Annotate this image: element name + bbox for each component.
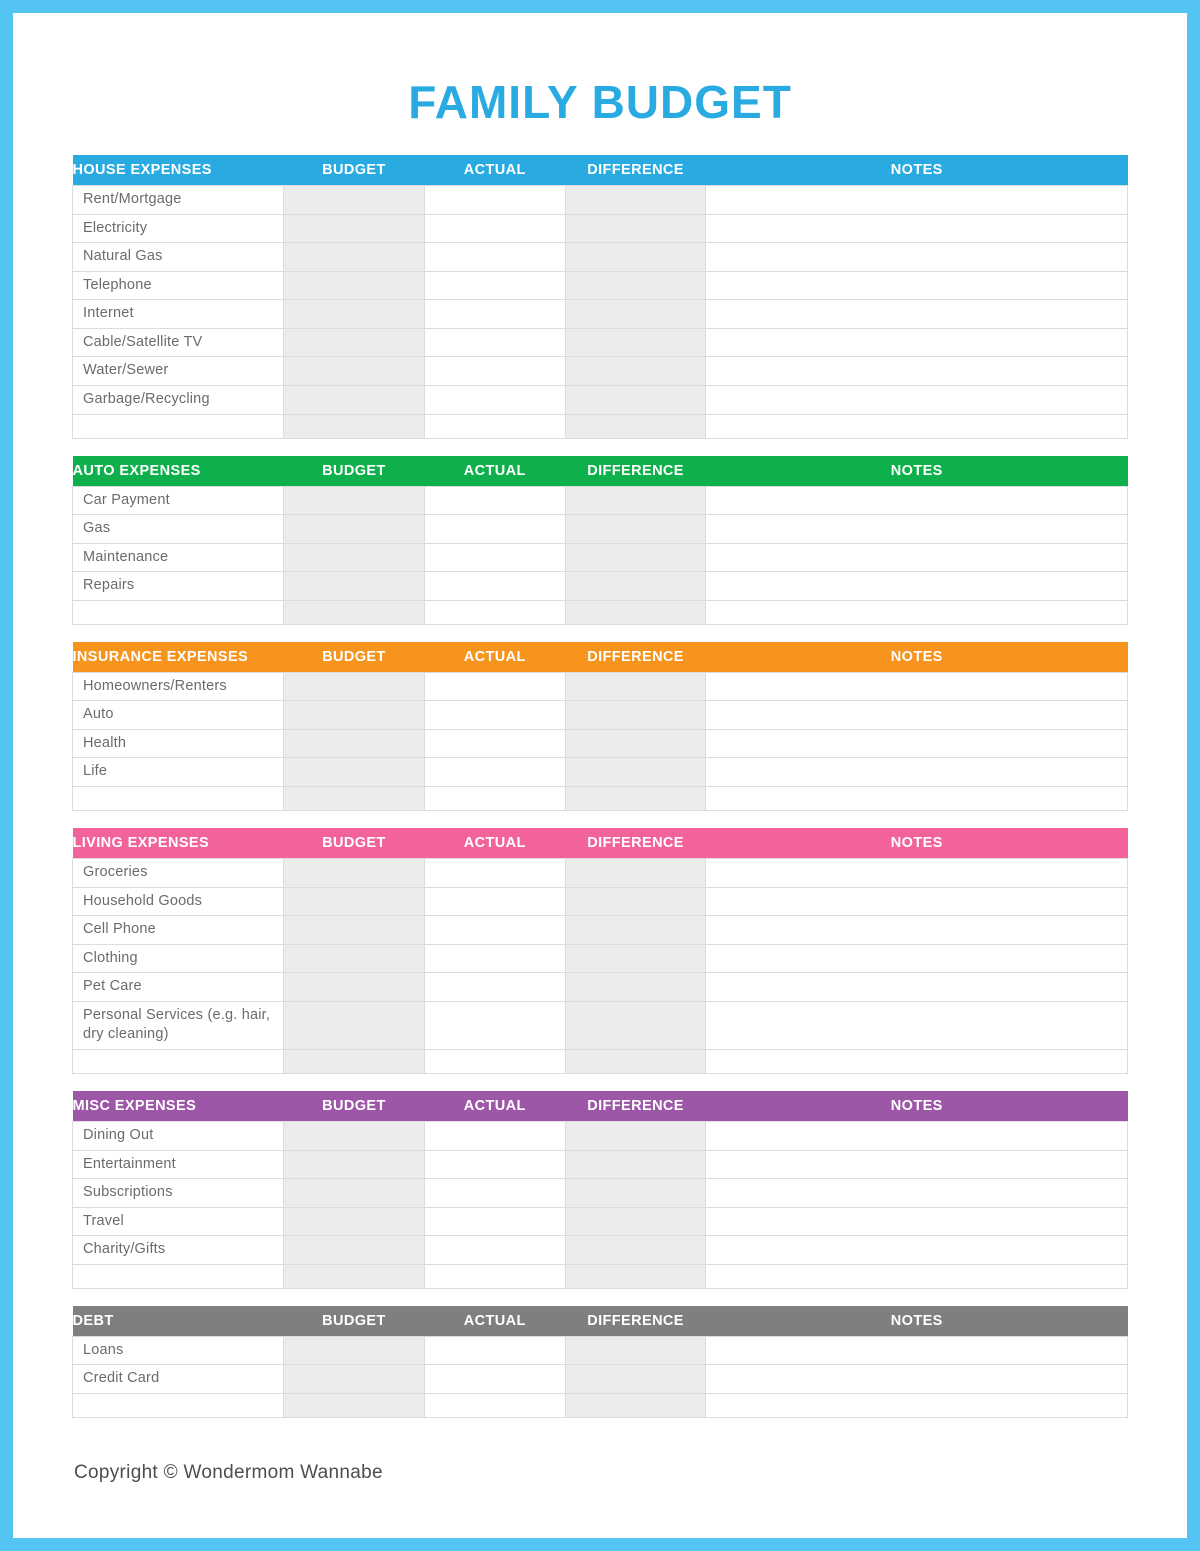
expense-label-cell: Groceries xyxy=(73,859,284,888)
actual-cell xyxy=(424,973,565,1002)
column-header-notes: NOTES xyxy=(890,648,943,665)
section-body xyxy=(73,859,1128,1074)
notes-cell xyxy=(706,1336,1128,1365)
budget-cell xyxy=(284,543,425,572)
notes-cell xyxy=(706,328,1128,357)
expense-label-cell: Pet Care xyxy=(73,973,284,1002)
budget-section-house-expenses xyxy=(72,155,1128,439)
budget-cell xyxy=(284,672,425,701)
expense-label-cell: Repairs xyxy=(73,572,284,601)
notes-cell xyxy=(706,672,1128,701)
expense-label-cell xyxy=(73,1264,284,1288)
section-body xyxy=(73,672,1128,810)
actual-cell xyxy=(424,1393,565,1417)
budget-cell xyxy=(284,787,425,811)
table-row-empty xyxy=(73,787,1128,811)
notes-cell xyxy=(706,515,1128,544)
notes-cell xyxy=(706,1365,1128,1394)
notes-cell xyxy=(706,1393,1128,1417)
table-row xyxy=(73,271,1128,300)
section-body xyxy=(73,1121,1128,1288)
notes-cell xyxy=(706,357,1128,386)
notes-cell xyxy=(706,944,1128,973)
notes-cell xyxy=(706,1207,1128,1236)
expense-label-cell: Gas xyxy=(73,515,284,544)
difference-cell xyxy=(565,859,706,888)
notes-cell xyxy=(706,214,1128,243)
actual-cell xyxy=(424,1264,565,1288)
expense-label-cell xyxy=(73,600,284,624)
table-row xyxy=(73,729,1128,758)
budget-section-living-expenses xyxy=(72,828,1128,1074)
difference-cell xyxy=(565,787,706,811)
budget-section-auto-expenses xyxy=(72,456,1128,625)
table-row xyxy=(73,1365,1128,1394)
column-header-budget: BUDGET xyxy=(322,462,386,479)
difference-cell xyxy=(565,1179,706,1208)
section-header-row xyxy=(73,828,1128,859)
budget-cell xyxy=(284,300,425,329)
budget-cell xyxy=(284,916,425,945)
column-header-difference: DIFFERENCE xyxy=(587,648,684,665)
expense-label-cell xyxy=(73,787,284,811)
budget-cell xyxy=(284,1207,425,1236)
notes-cell xyxy=(706,385,1128,414)
expense-label-cell: Cell Phone xyxy=(73,916,284,945)
budget-cell xyxy=(284,1365,425,1394)
difference-cell xyxy=(565,887,706,916)
budget-cell xyxy=(284,1393,425,1417)
budget-cell xyxy=(284,944,425,973)
section-body xyxy=(73,186,1128,439)
expense-label-cell: Charity/Gifts xyxy=(73,1236,284,1265)
notes-cell xyxy=(706,271,1128,300)
column-header-actual: ACTUAL xyxy=(463,1312,526,1329)
table-row xyxy=(73,701,1128,730)
difference-cell xyxy=(565,543,706,572)
notes-cell xyxy=(706,486,1128,515)
difference-cell xyxy=(565,1393,706,1417)
expense-label-cell xyxy=(73,1049,284,1073)
actual-cell xyxy=(424,887,565,916)
budget-cell xyxy=(284,515,425,544)
budget-cell xyxy=(284,1179,425,1208)
column-header-actual: ACTUAL xyxy=(463,462,526,479)
difference-cell xyxy=(565,916,706,945)
budget-cell xyxy=(284,328,425,357)
expense-label-cell: Loans xyxy=(73,1336,284,1365)
budget-section-insurance-expenses xyxy=(72,642,1128,811)
actual-cell xyxy=(424,486,565,515)
table-row xyxy=(73,572,1128,601)
column-header-notes: NOTES xyxy=(890,1097,943,1114)
notes-cell xyxy=(706,1264,1128,1288)
section-title: LIVING EXPENSES xyxy=(72,835,210,851)
section-body xyxy=(73,486,1128,624)
expense-label-cell: Clothing xyxy=(73,944,284,973)
expense-label-cell: Personal Services (e.g. hair, dry cleaning) xyxy=(73,1001,284,1049)
column-header-actual: ACTUAL xyxy=(463,835,526,851)
budget-cell xyxy=(284,186,425,215)
table-row xyxy=(73,1179,1128,1208)
notes-cell xyxy=(706,543,1128,572)
budget-cell xyxy=(284,486,425,515)
column-header-notes: NOTES xyxy=(890,462,943,479)
difference-cell xyxy=(565,271,706,300)
difference-cell xyxy=(565,701,706,730)
actual-cell xyxy=(424,1121,565,1150)
column-header-difference: DIFFERENCE xyxy=(587,835,684,851)
difference-cell xyxy=(565,214,706,243)
difference-cell xyxy=(565,672,706,701)
actual-cell xyxy=(424,515,565,544)
section-header-row xyxy=(73,155,1128,186)
actual-cell xyxy=(424,701,565,730)
difference-cell xyxy=(565,729,706,758)
actual-cell xyxy=(424,1236,565,1265)
budget-sections xyxy=(72,155,1128,1418)
difference-cell xyxy=(565,1207,706,1236)
copyright-text: Copyright © Wondermom Wannabe xyxy=(74,1461,383,1483)
section-title: HOUSE EXPENSES xyxy=(72,162,212,178)
difference-cell xyxy=(565,186,706,215)
difference-cell xyxy=(565,1336,706,1365)
table-row xyxy=(73,1001,1128,1049)
budget-section-misc-expenses xyxy=(72,1091,1128,1289)
column-header-budget: BUDGET xyxy=(322,648,386,665)
expense-label-cell: Dining Out xyxy=(73,1121,284,1150)
budget-section-debt xyxy=(72,1306,1128,1418)
budget-cell xyxy=(284,1264,425,1288)
expense-label-cell: Telephone xyxy=(73,271,284,300)
difference-cell xyxy=(565,973,706,1002)
budget-cell xyxy=(284,1236,425,1265)
expense-label-cell: Auto xyxy=(73,701,284,730)
actual-cell xyxy=(424,1365,565,1394)
expense-label-cell: Internet xyxy=(73,300,284,329)
notes-cell xyxy=(706,1236,1128,1265)
actual-cell xyxy=(424,414,565,438)
difference-cell xyxy=(565,328,706,357)
column-header-budget: BUDGET xyxy=(322,1312,386,1329)
table-row xyxy=(73,186,1128,215)
notes-cell xyxy=(706,414,1128,438)
actual-cell xyxy=(424,1150,565,1179)
table-row xyxy=(73,672,1128,701)
difference-cell xyxy=(565,1264,706,1288)
notes-cell xyxy=(706,787,1128,811)
actual-cell xyxy=(424,916,565,945)
actual-cell xyxy=(424,214,565,243)
difference-cell xyxy=(565,1150,706,1179)
section-header-row xyxy=(73,456,1128,487)
expense-label-cell: Electricity xyxy=(73,214,284,243)
expense-label-cell: Natural Gas xyxy=(73,243,284,272)
actual-cell xyxy=(424,243,565,272)
expense-label-cell: Rent/Mortgage xyxy=(73,186,284,215)
actual-cell xyxy=(424,859,565,888)
expense-label-cell: Water/Sewer xyxy=(73,357,284,386)
budget-cell xyxy=(284,271,425,300)
expense-label-cell: Maintenance xyxy=(73,543,284,572)
table-row xyxy=(73,1207,1128,1236)
difference-cell xyxy=(565,600,706,624)
table-row xyxy=(73,300,1128,329)
difference-cell xyxy=(565,1121,706,1150)
budget-cell xyxy=(284,243,425,272)
notes-cell xyxy=(706,758,1128,787)
table-row-empty xyxy=(73,600,1128,624)
table-row xyxy=(73,243,1128,272)
actual-cell xyxy=(424,729,565,758)
difference-cell xyxy=(565,1236,706,1265)
expense-label-cell: Car Payment xyxy=(73,486,284,515)
table-row xyxy=(73,916,1128,945)
column-header-actual: ACTUAL xyxy=(463,1097,526,1114)
difference-cell xyxy=(565,572,706,601)
notes-cell xyxy=(706,186,1128,215)
table-row xyxy=(73,1336,1128,1365)
expense-label-cell: Homeowners/Renters xyxy=(73,672,284,701)
difference-cell xyxy=(565,515,706,544)
actual-cell xyxy=(424,1001,565,1049)
notes-cell xyxy=(706,701,1128,730)
table-row xyxy=(73,1121,1128,1150)
difference-cell xyxy=(565,357,706,386)
budget-cell xyxy=(284,859,425,888)
budget-cell xyxy=(284,214,425,243)
actual-cell xyxy=(424,357,565,386)
expense-label-cell: Life xyxy=(73,758,284,787)
actual-cell xyxy=(424,1049,565,1073)
table-row xyxy=(73,486,1128,515)
notes-cell xyxy=(706,887,1128,916)
column-header-budget: BUDGET xyxy=(322,835,386,851)
expense-label-cell: Entertainment xyxy=(73,1150,284,1179)
column-header-difference: DIFFERENCE xyxy=(587,162,684,178)
budget-cell xyxy=(284,758,425,787)
column-header-difference: DIFFERENCE xyxy=(587,1312,684,1329)
column-header-actual: ACTUAL xyxy=(463,648,526,665)
actual-cell xyxy=(424,328,565,357)
difference-cell xyxy=(565,300,706,329)
notes-cell xyxy=(706,1150,1128,1179)
difference-cell xyxy=(565,486,706,515)
actual-cell xyxy=(424,672,565,701)
notes-cell xyxy=(706,300,1128,329)
column-header-notes: NOTES xyxy=(890,162,943,178)
budget-cell xyxy=(284,572,425,601)
budget-cell xyxy=(284,1336,425,1365)
table-row-empty xyxy=(73,1393,1128,1417)
actual-cell xyxy=(424,758,565,787)
notes-cell xyxy=(706,1121,1128,1150)
table-row xyxy=(73,973,1128,1002)
budget-cell xyxy=(284,600,425,624)
actual-cell xyxy=(424,1336,565,1365)
table-row xyxy=(73,515,1128,544)
table-row xyxy=(73,543,1128,572)
section-title: INSURANCE EXPENSES xyxy=(72,648,249,665)
section-header-row xyxy=(73,1091,1128,1122)
expense-label-cell: Household Goods xyxy=(73,887,284,916)
budget-cell xyxy=(284,729,425,758)
expense-label-cell xyxy=(73,1393,284,1417)
table-row xyxy=(73,944,1128,973)
expense-label-cell: Travel xyxy=(73,1207,284,1236)
notes-cell xyxy=(706,916,1128,945)
budget-cell xyxy=(284,357,425,386)
expense-label-cell: Credit Card xyxy=(73,1365,284,1394)
column-header-notes: NOTES xyxy=(890,835,943,851)
budget-cell xyxy=(284,1150,425,1179)
section-header-row xyxy=(73,1306,1128,1337)
budget-cell xyxy=(284,887,425,916)
column-header-budget: BUDGET xyxy=(322,1097,386,1114)
difference-cell xyxy=(565,758,706,787)
difference-cell xyxy=(565,414,706,438)
section-header-row xyxy=(73,642,1128,673)
table-row xyxy=(73,328,1128,357)
table-row xyxy=(73,385,1128,414)
table-row xyxy=(73,758,1128,787)
budget-cell xyxy=(284,701,425,730)
actual-cell xyxy=(424,1179,565,1208)
notes-cell xyxy=(706,600,1128,624)
difference-cell xyxy=(565,385,706,414)
actual-cell xyxy=(424,572,565,601)
budget-cell xyxy=(284,1049,425,1073)
table-row xyxy=(73,1236,1128,1265)
difference-cell xyxy=(565,243,706,272)
column-header-notes: NOTES xyxy=(890,1312,943,1329)
table-row xyxy=(73,859,1128,888)
table-row xyxy=(73,214,1128,243)
actual-cell xyxy=(424,944,565,973)
notes-cell xyxy=(706,729,1128,758)
budget-cell xyxy=(284,1121,425,1150)
column-header-difference: DIFFERENCE xyxy=(587,1097,684,1114)
expense-label-cell: Health xyxy=(73,729,284,758)
budget-cell xyxy=(284,1001,425,1049)
actual-cell xyxy=(424,787,565,811)
notes-cell xyxy=(706,1001,1128,1049)
section-title: DEBT xyxy=(72,1312,114,1329)
expense-label-cell xyxy=(73,414,284,438)
section-body xyxy=(73,1336,1128,1417)
table-row xyxy=(73,357,1128,386)
expense-label-cell: Subscriptions xyxy=(73,1179,284,1208)
difference-cell xyxy=(565,944,706,973)
notes-cell xyxy=(706,572,1128,601)
actual-cell xyxy=(424,1207,565,1236)
table-row xyxy=(73,1150,1128,1179)
expense-label-cell: Garbage/Recycling xyxy=(73,385,284,414)
difference-cell xyxy=(565,1049,706,1073)
page-title: FAMILY BUDGET xyxy=(408,76,792,128)
table-row-empty xyxy=(73,1264,1128,1288)
table-row-empty xyxy=(73,414,1128,438)
budget-cell xyxy=(284,973,425,1002)
column-header-budget: BUDGET xyxy=(322,162,386,178)
notes-cell xyxy=(706,973,1128,1002)
table-row xyxy=(73,887,1128,916)
expense-label-cell: Cable/Satellite TV xyxy=(73,328,284,357)
difference-cell xyxy=(565,1001,706,1049)
notes-cell xyxy=(706,243,1128,272)
actual-cell xyxy=(424,385,565,414)
notes-cell xyxy=(706,1179,1128,1208)
actual-cell xyxy=(424,543,565,572)
table-row-empty xyxy=(73,1049,1128,1073)
actual-cell xyxy=(424,271,565,300)
budget-cell xyxy=(284,414,425,438)
actual-cell xyxy=(424,600,565,624)
column-header-actual: ACTUAL xyxy=(463,162,526,178)
actual-cell xyxy=(424,300,565,329)
column-header-difference: DIFFERENCE xyxy=(587,462,684,479)
budget-cell xyxy=(284,385,425,414)
difference-cell xyxy=(565,1365,706,1394)
actual-cell xyxy=(424,186,565,215)
notes-cell xyxy=(706,1049,1128,1073)
section-title: AUTO EXPENSES xyxy=(72,462,201,479)
section-title: MISC EXPENSES xyxy=(72,1097,197,1114)
notes-cell xyxy=(706,859,1128,888)
